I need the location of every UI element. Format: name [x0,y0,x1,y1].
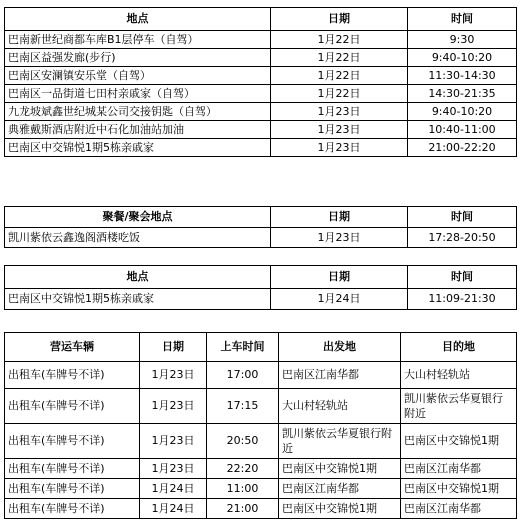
cell-time: 14:30-21:35 [408,85,517,103]
cell-origin: 凯川紫依云华夏银行附近 [279,424,401,459]
table-row [5,67,517,85]
cell-time: 10:40-11:00 [408,121,517,139]
cell-destination: 巴南区中交锦悦1期 [401,424,517,459]
table-header-row [5,333,517,362]
cell-vehicle: 出租车(车牌号不详) [5,459,140,479]
cell-date: 1月23日 [271,228,408,248]
cell-destination: 巴南区江南华都 [401,499,517,519]
cell-vehicle: 出租车(车牌号不详) [5,499,140,519]
cell-location: 九龙坡斌鑫世纪城某公司交接钥匙（自驾） [5,103,271,121]
cell-vehicle: 出租车(车牌号不详) [5,479,140,499]
table-row [5,31,517,49]
header-location: 地点 [5,266,271,289]
cell-origin: 巴南区江南华都 [279,479,401,499]
table-header-row [5,207,517,228]
cell-origin: 巴南区中交锦悦1期 [279,459,401,479]
cell-boarding-time: 21:00 [207,499,279,519]
table-row [5,139,517,157]
cell-destination: 巴南区中交锦悦1期 [401,479,517,499]
cell-date: 1月23日 [140,389,207,424]
cell-date: 1月22日 [271,85,408,103]
header-date: 日期 [271,8,408,31]
table-row [5,424,517,459]
cell-time: 21:00-22:20 [408,139,517,157]
cell-date: 1月23日 [271,121,408,139]
header-origin: 出发地 [279,333,401,362]
cell-origin: 大山村轻轨站 [279,389,401,424]
cell-vehicle: 出租车(车牌号不详) [5,424,140,459]
header-date: 日期 [140,333,207,362]
cell-location: 巴南区中交锦悦1期5栋亲戚家 [5,139,271,157]
cell-destination: 凯川紫依云华夏银行附近 [401,389,517,424]
cell-date: 1月24日 [271,289,408,310]
cell-origin: 巴南区中交锦悦1期 [279,499,401,519]
cell-time: 11:09-21:30 [408,289,517,310]
cell-date: 1月23日 [140,424,207,459]
transport-table [4,332,517,519]
table-row [5,389,517,424]
cell-date: 1月22日 [271,67,408,85]
table-row [5,499,517,519]
cell-boarding-time: 17:00 [207,362,279,389]
cell-date: 1月23日 [271,139,408,157]
cell-location: 典雅戴斯酒店附近中石化加油站加油 [5,121,271,139]
header-boarding-time: 上车时间 [207,333,279,362]
cell-boarding-time: 20:50 [207,424,279,459]
cell-date: 1月24日 [140,499,207,519]
cell-date: 1月23日 [140,459,207,479]
cell-boarding-time: 22:20 [207,459,279,479]
table-row [5,103,517,121]
cell-date: 1月22日 [271,49,408,67]
cell-location: 巴南新世纪商都车库B1层停车（自驾） [5,31,271,49]
cell-time: 9:30 [408,31,517,49]
cell-time: 9:40-10:20 [408,49,517,67]
header-time: 时间 [408,266,517,289]
table-row [5,85,517,103]
cell-time: 17:28-20:50 [408,228,517,248]
cell-boarding-time: 11:00 [207,479,279,499]
cell-time: 11:30-14:30 [408,67,517,85]
dining-table [4,206,517,248]
cell-date: 1月23日 [140,362,207,389]
header-vehicle: 营运车辆 [5,333,140,362]
cell-date: 1月23日 [271,103,408,121]
header-location: 地点 [5,8,271,31]
itinerary-table-1 [4,7,517,157]
itinerary-table-2 [4,265,517,310]
table-row [5,121,517,139]
table-header-row [5,266,517,289]
cell-date: 1月24日 [140,479,207,499]
header-date: 日期 [271,266,408,289]
table-row [5,459,517,479]
table-row [5,362,517,389]
table-row [5,479,517,499]
header-dining-location: 聚餐/聚会地点 [5,207,271,228]
cell-boarding-time: 17:15 [207,389,279,424]
cell-location: 巴南区益强发廊(步行) [5,49,271,67]
table-header-row [5,8,517,31]
cell-vehicle: 出租车(车牌号不详) [5,362,140,389]
table-row [5,289,517,310]
header-time: 时间 [408,207,517,228]
cell-date: 1月22日 [271,31,408,49]
cell-destination: 大山村轻轨站 [401,362,517,389]
cell-location: 巴南区一品街道七田村亲戚家（自驾） [5,85,271,103]
table-row [5,228,517,248]
header-time: 时间 [408,8,517,31]
cell-origin: 巴南区江南华都 [279,362,401,389]
cell-time: 9:40-10:20 [408,103,517,121]
cell-location: 巴南区中交锦悦1期5栋亲戚家 [5,289,271,310]
table-row [5,49,517,67]
header-destination: 目的地 [401,333,517,362]
cell-location: 巴南区安澜镇安乐堂（自驾） [5,67,271,85]
cell-vehicle: 出租车(车牌号不详) [5,389,140,424]
header-date: 日期 [271,207,408,228]
cell-destination: 巴南区江南华都 [401,459,517,479]
cell-location: 凯川紫依云鑫逸阁酒楼吃饭 [5,228,271,248]
